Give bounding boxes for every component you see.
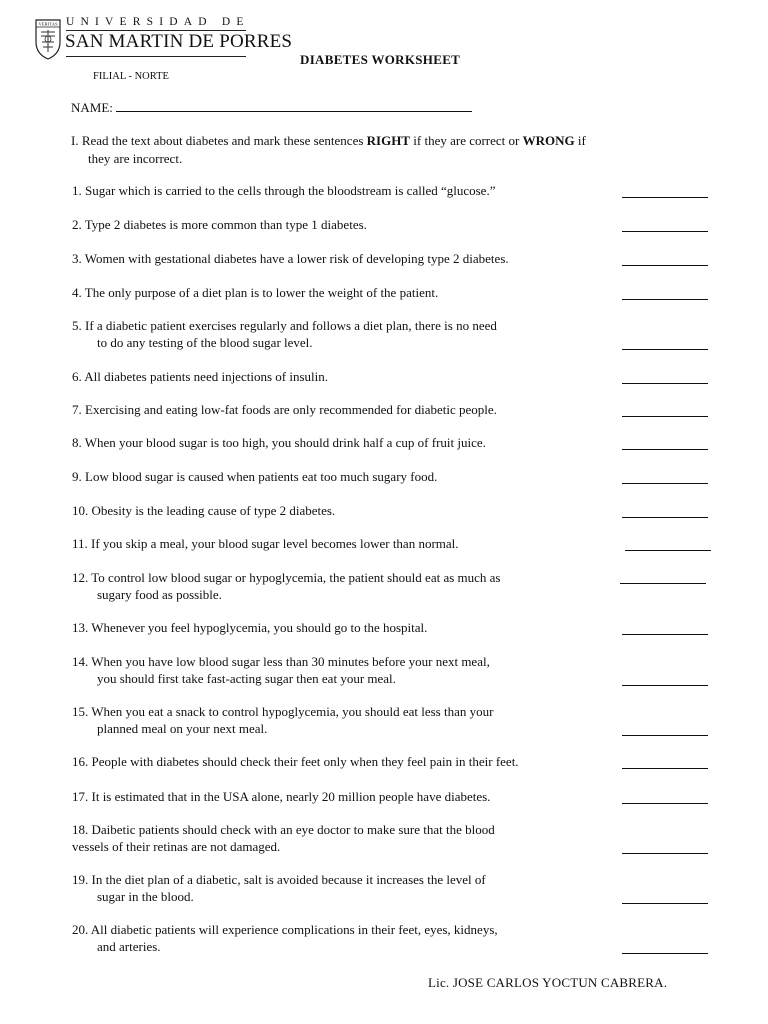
question-text-line: 19. In the diet plan of a diabetic, salt is avoided because it increases the level of <box>72 872 486 887</box>
university-shield-icon <box>35 18 61 60</box>
name-label: NAME: <box>71 100 113 115</box>
question-19 <box>72 871 602 905</box>
question-text-line: 16. People with diabetes should check their feet only when they feel pain in their feet. <box>72 754 519 769</box>
question-text-line: 8. When your blood sugar is too high, you should drink half a cup of fruit juice. <box>72 435 486 450</box>
question-text-line: 4. The only purpose of a diet plan is to lower the weight of the patient. <box>72 285 439 300</box>
question-text-line: 12. To control low blood sugar or hypoglycemia, the patient should eat as much as <box>72 570 501 585</box>
question-1 <box>72 182 602 199</box>
question-text-line: 18. Daibetic patients should check with an eye doctor to make sure that the blood <box>72 822 495 837</box>
instructions-text-2: if they are correct or <box>410 133 523 148</box>
instructions-text-3: if <box>574 133 586 148</box>
branch-name: FILIAL - NORTE <box>93 71 169 82</box>
svg-text:VERITAS: VERITAS <box>38 21 58 27</box>
university-name-line2: SAN MARTIN DE PORRES <box>65 31 293 52</box>
question-9 <box>72 468 602 485</box>
question-20 <box>72 921 602 955</box>
question-12 <box>72 569 602 603</box>
answer-blank-5[interactable] <box>622 349 708 350</box>
question-10 <box>72 502 602 519</box>
question-text-line: 20. All diabetic patients will experience complications in their feet, eyes, kidneys, <box>72 922 498 937</box>
question-3 <box>72 250 602 267</box>
answer-blank-1[interactable] <box>622 197 708 198</box>
question-text-line: sugary food as possible. <box>97 587 222 602</box>
question-text-line: sugar in the blood. <box>97 889 194 904</box>
instructions-text-1: . Read the text about diabetes and mark these sentences <box>75 133 367 148</box>
question-text-line: 9. Low blood sugar is caused when patients eat too much sugary food. <box>72 469 438 484</box>
answer-blank-14[interactable] <box>622 685 708 686</box>
question-11 <box>72 535 602 552</box>
question-text-line: 7. Exercising and eating low-fat foods are only recommended for diabetic people. <box>72 402 497 417</box>
question-text-line: 6. All diabetes patients need injections of insulin. <box>72 369 328 384</box>
question-text-line: to do any testing of the blood sugar level. <box>97 335 313 350</box>
question-4 <box>72 284 602 301</box>
university-logo <box>32 14 293 84</box>
question-text-line: 3. Women with gestational diabetes have a lower risk of developing type 2 diabetes. <box>72 251 509 266</box>
logo-rule-bottom <box>66 56 246 57</box>
question-text-line: vessels of their retinas are not damaged. <box>72 839 281 854</box>
question-text-line: 13. Whenever you feel hypoglycemia, you should go to the hospital. <box>72 620 428 635</box>
question-text-line: 5. If a diabetic patient exercises regularly and follows a diet plan, there is no need <box>72 318 497 333</box>
question-16 <box>72 753 602 770</box>
instructions-text-4: they are incorrect. <box>88 151 183 166</box>
answer-blank-2[interactable] <box>622 231 708 232</box>
right-keyword: RIGHT <box>366 133 411 148</box>
answer-blank-8[interactable] <box>622 449 708 450</box>
answer-blank-15[interactable] <box>622 735 708 736</box>
question-18 <box>72 821 602 855</box>
answer-blank-19[interactable] <box>622 903 708 904</box>
question-7 <box>72 401 602 418</box>
question-text-line: and arteries. <box>97 939 161 954</box>
question-5 <box>72 317 602 351</box>
name-field <box>71 100 472 116</box>
answer-blank-3[interactable] <box>622 265 708 266</box>
author-signature: Lic. JOSE CARLOS YOCTUN CABRERA. <box>428 975 668 990</box>
answer-blank-17[interactable] <box>622 803 708 804</box>
section-numeral: I <box>71 133 76 148</box>
answer-blank-4[interactable] <box>622 299 708 300</box>
answer-blank-20[interactable] <box>622 953 708 954</box>
question-text-line: 14. When you have low blood sugar less than 30 minutes before your next meal, <box>72 654 490 669</box>
name-blank-line <box>116 101 472 112</box>
answer-blank-9[interactable] <box>622 483 708 484</box>
question-15 <box>72 703 602 737</box>
answer-blank-10[interactable] <box>622 517 708 518</box>
answer-blank-7[interactable] <box>622 416 708 417</box>
question-text-line: 11. If you skip a meal, your blood sugar level becomes lower than normal. <box>72 536 459 551</box>
question-2 <box>72 216 602 233</box>
question-text-line: planned meal on your next meal. <box>97 721 268 736</box>
question-13 <box>72 619 602 636</box>
question-6 <box>72 368 602 385</box>
wrong-keyword: WRONG <box>522 133 575 148</box>
question-text-line: you should first take fast-acting sugar then eat your meal. <box>97 671 396 686</box>
question-8 <box>72 434 602 451</box>
answer-blank-12[interactable] <box>620 583 706 584</box>
question-text-line: 17. It is estimated that in the USA alone, nearly 20 million people have diabetes. <box>72 789 491 804</box>
question-text-line: 10. Obesity is the leading cause of type 2 diabetes. <box>72 503 336 518</box>
page-title: DIABETES WORKSHEET <box>300 52 461 67</box>
answer-blank-18[interactable] <box>622 853 708 854</box>
question-text-line: 1. Sugar which is carried to the cells through the bloodstream is called “glucose.” <box>72 183 496 198</box>
question-text-line: 15. When you eat a snack to control hypoglycemia, you should eat less than your <box>72 704 494 719</box>
answer-blank-16[interactable] <box>622 768 708 769</box>
answer-blank-6[interactable] <box>622 383 708 384</box>
answer-blank-11[interactable] <box>625 550 711 551</box>
answer-blank-13[interactable] <box>622 634 708 635</box>
question-text-line: 2. Type 2 diabetes is more common than type 1 diabetes. <box>72 217 367 232</box>
question-14 <box>72 653 602 687</box>
university-name-line1: UNIVERSIDAD DE <box>66 16 250 28</box>
question-17 <box>72 788 602 805</box>
instructions <box>71 132 721 168</box>
